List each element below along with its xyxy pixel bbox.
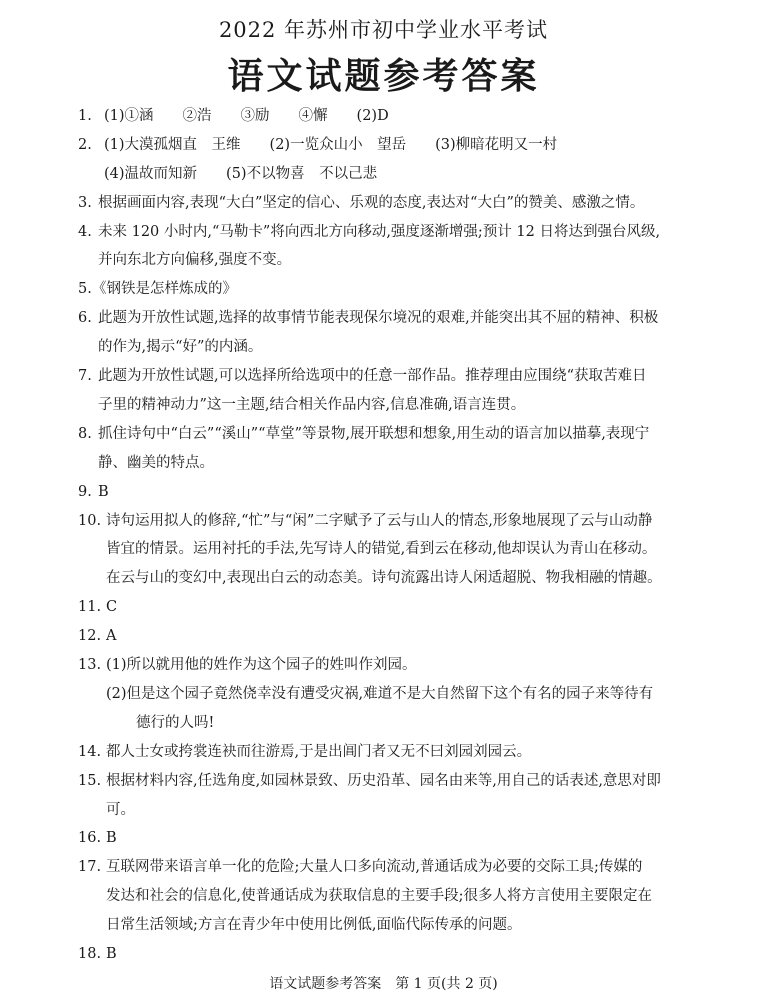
answer-text: 德行的人吗! xyxy=(136,714,215,731)
answer-number: 13. xyxy=(78,657,102,674)
answer-number: 11. xyxy=(78,599,102,616)
answer-text: 此题为开放性试题,可以选择所给选项中的任意一部作品。推荐理由应围绕“获取苦难日 xyxy=(98,368,647,385)
answer-number: 2. xyxy=(78,136,92,153)
answer-text: (1)①涵 ②浩 ③励 ④懈 (2)D xyxy=(104,108,389,124)
answer-text: B xyxy=(106,830,117,847)
answer-text: 根据材料内容,任选角度,如园林景致、历史沿革、园名由来等,用自己的话表述,意思对即 xyxy=(106,772,661,789)
answer-text: 并向东北方向偏移,强度不变。 xyxy=(98,252,292,269)
answer-text: (2)但是这个园子竟然侥幸没有遭受灾祸,难道不是大自然留下这个有名的园子来等待有 xyxy=(106,685,654,702)
answer-number: 7. xyxy=(78,368,92,385)
answer-text: 互联网带来语言单一化的危险;大量人口多向流动,普通话成为必要的交际工具;传媒的 xyxy=(106,859,643,876)
answer-text: B xyxy=(106,946,117,962)
answer-text: 发达和社会的信息化,使普通话成为获取信息的主要手段;很多人将方言使用主要限定在 xyxy=(106,888,652,905)
answer-text: (1)大漠孤烟直 王维 (2)一览众山小 望岳 (3)柳暗花明又一村 xyxy=(104,136,558,153)
answer-text: (4)温故而知新 (5)不以物喜 不以己悲 xyxy=(104,165,378,182)
answer-text: 未来 120 小时内,“马勒卡”将向西北方向移动,强度逐渐增强;预计 12 日将达到强台风级, xyxy=(98,223,661,240)
answer-number: 4. xyxy=(78,223,92,240)
answer-text: 诗句运用拟人的修辞,“忙”与“闲”二字赋予了云与山人的情态,形象地展现了云与山动静 xyxy=(106,512,653,529)
answer-text: 抓住诗句中“白云”“溪山”“草堂”等景物,展开联想和想象,用生动的语言加以描摹,表现宁 xyxy=(98,425,650,442)
answer-number: 10. xyxy=(78,512,102,529)
answer-text: 日常生活领域;方言在青少年中使用比例低,面临代际传承的问题。 xyxy=(106,917,522,934)
answer-number: 12. xyxy=(78,628,102,645)
answer-text: 根据画面内容,表现“大白”坚定的信心、乐观的态度,表达对“大白”的赞美、感激之情。 xyxy=(98,194,645,211)
answer-text: 《钢铁是怎样炼成的》 xyxy=(92,281,237,298)
answer-text: 的作为,揭示“好”的内涵。 xyxy=(98,339,263,356)
answer-number: 1. xyxy=(78,108,92,124)
answer-number: 15. xyxy=(78,772,102,789)
answer-text: 都人士女或挎裳连袂而往游焉,于是出阊门者又无不曰刘园刘园云。 xyxy=(106,743,532,760)
page-footer: 语文试题参考答案 第 1 页(共 2 页) xyxy=(269,976,498,992)
answer-text: 在云与山的变幻中,表现出白云的动态美。诗句流露出诗人闲适超脱、物我相融的情趣。 xyxy=(106,570,662,587)
answer-number: 18. xyxy=(78,946,102,962)
answer-text: 可。 xyxy=(106,801,135,818)
answer-number: 9. xyxy=(78,483,92,500)
answer-text: 皆宜的情景。运用衬托的手法,先写诗人的错觉,看到云在移动,他却误认为青山在移动。 xyxy=(106,541,657,558)
answer-number: 6. xyxy=(78,310,92,327)
answer-text: (1)所以就用他的姓作为这个园子的姓叫作刘园。 xyxy=(106,657,417,674)
answer-number: 14. xyxy=(78,743,102,760)
answer-text: 静、幽美的特点。 xyxy=(98,454,214,471)
answer-number: 16. xyxy=(78,830,102,847)
answer-number: 8. xyxy=(78,425,92,442)
answer-text: A xyxy=(106,628,117,645)
answer-text: C xyxy=(106,599,118,616)
answer-number: 17. xyxy=(78,859,102,876)
exam-title: 2022 年苏州市初中学业水平考试 xyxy=(218,18,549,42)
answer-text: 子里的精神动力”这一主题,结合相关作品内容,信息准确,语言连贯。 xyxy=(98,396,526,413)
answer-text: 此题为开放性试题,选择的故事情节能表现保尔境况的艰难,并能突出其不屈的精神、积极 xyxy=(98,310,659,327)
document-title: 语文试题参考答案 xyxy=(227,56,540,97)
answer-number: 5. xyxy=(78,281,92,298)
answer-text: B xyxy=(98,483,109,500)
answer-number: 3. xyxy=(78,194,92,211)
